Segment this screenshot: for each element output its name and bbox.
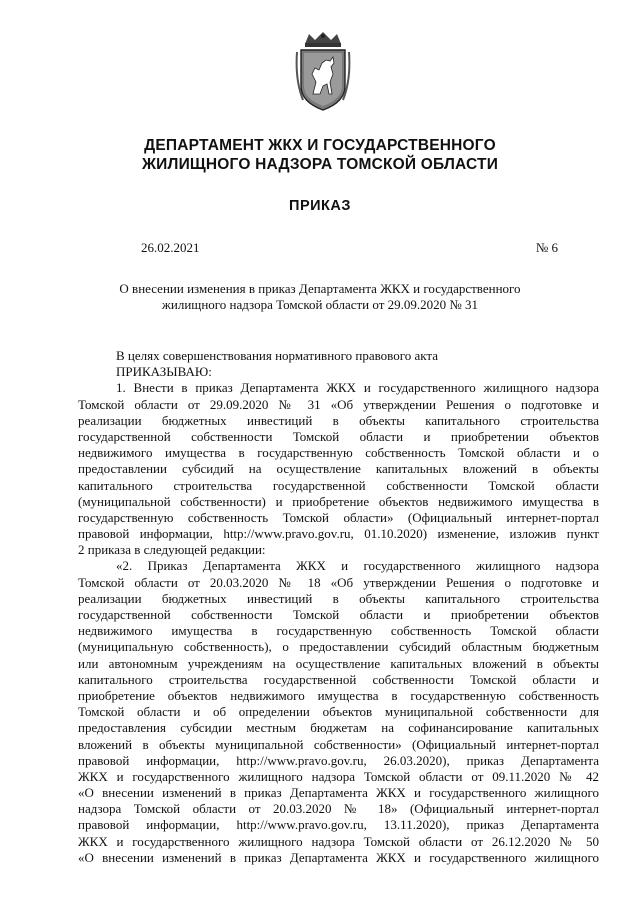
body-line: реализации бюджетных инвестиций в объекты капитального строительства [78,590,599,606]
department-name [0,136,640,174]
body-line: ЖКХ и государственного жилищного надзора Томской области от 26.12.2020 № 50 [78,833,599,849]
body-line: ЖКХ и государственного жилищного надзора Томской области от 09.11.2020 № 42 [78,768,599,784]
body-line: 1. Внести в приказ Департамента ЖКХ и государственного жилищного надзора [116,380,599,396]
body-line: правовой информации, http://www.pravo.gov.ru, 26.03.2020), приказ Департамента [78,752,599,768]
body-line: вложений в объекты муниципальной собственности» (Официальный интернет-портал [78,736,599,752]
body-line: государственной собственности Томской области и приобретении объектов [78,428,599,444]
body-line: «О внесении изменений в приказ Департамента ЖКХ и государственного жилищного [78,785,599,801]
body-line: (муниципальной собственности) и приобретение объектов недвижимого имущества в [78,493,599,509]
body-line: надзора Томской области от 20.03.2020 № 18» (Официальный интернет-портал [78,801,599,817]
document-date: 26.02.2021 [141,240,200,255]
document-type: ПРИКАЗ [289,198,351,214]
body-line: недвижимого имущества в государственную собственность Томской области и о [78,445,599,461]
body-line: приобретение объектов недвижимого имущества в государственную собственность [78,687,599,703]
body-line: предоставлении субсидий на осуществление капитальных вложений в объекты [78,461,599,477]
body-line: 2 приказа в следующей редакции: [78,542,266,558]
body-line: В целях совершенствования нормативного правового акта [116,348,439,363]
document-subject [0,281,640,313]
body-line: капитального строительства государственной собственности Томской области и [78,671,599,687]
body-line: или автономным учреждениям на осуществление капитальных вложений в объекты [78,655,599,671]
body-line: Томской области и об определении объектов муниципальной собственности для [78,704,599,720]
body-line: государственную собственность Томской области» (Официальный интернет-портал [78,509,599,525]
subject-line-2: жилищного надзора Томской области от 29.09.2020 № 31 [161,297,479,312]
document-number: № 6 [535,240,558,255]
body-line: капитального строительства государственной собственности Томской области [78,477,599,493]
body-line: «О внесении изменений в приказ Департамента ЖКХ и государственного жилищного [78,849,599,865]
body-line: правовой информации, http://www.pravo.gov.ru, 13.11.2020), приказ Департамента [78,817,599,833]
department-line-1: ДЕПАРТАМЕНТ ЖКХ И ГОСУДАРСТВЕННОГО [144,137,496,154]
body-line: «2. Приказ Департамента ЖКХ и государственного жилищного надзора [116,558,599,574]
tomsk-coat-of-arms-icon [295,30,351,112]
body-line: правовой информации, http://www.pravo.gov.ru, 01.10.2020) изменение, изложив пункт [78,526,599,542]
body-line: предоставления субсидии местным бюджетам на софинансирование капитальных [78,720,599,736]
document-body [78,348,599,866]
body-line: Томской области от 20.03.2020 № 18 «Об утверждении Решения о подготовке и [78,574,599,590]
body-line: недвижимого имущества в государственную собственность Томской области [78,623,599,639]
body-line: ПРИКАЗЫВАЮ: [116,364,212,380]
subject-line-1: О внесении изменения в приказ Департамента ЖКХ и государственного [119,281,521,296]
body-line: (муниципальную собственность), о предоставлении субсидий областным бюджетным [78,639,599,655]
department-line-2: ЖИЛИЩНОГО НАДЗОРА ТОМСКОЙ ОБЛАСТИ [141,156,499,173]
body-line: Томской области от 29.09.2020 № 31 «Об утверждении Решения о подготовке и [78,396,599,412]
body-line: государственной собственности Томской области и приобретении объектов [78,607,599,622]
body-line: реализации бюджетных инвестиций в объекты капитального строительства [78,412,599,428]
